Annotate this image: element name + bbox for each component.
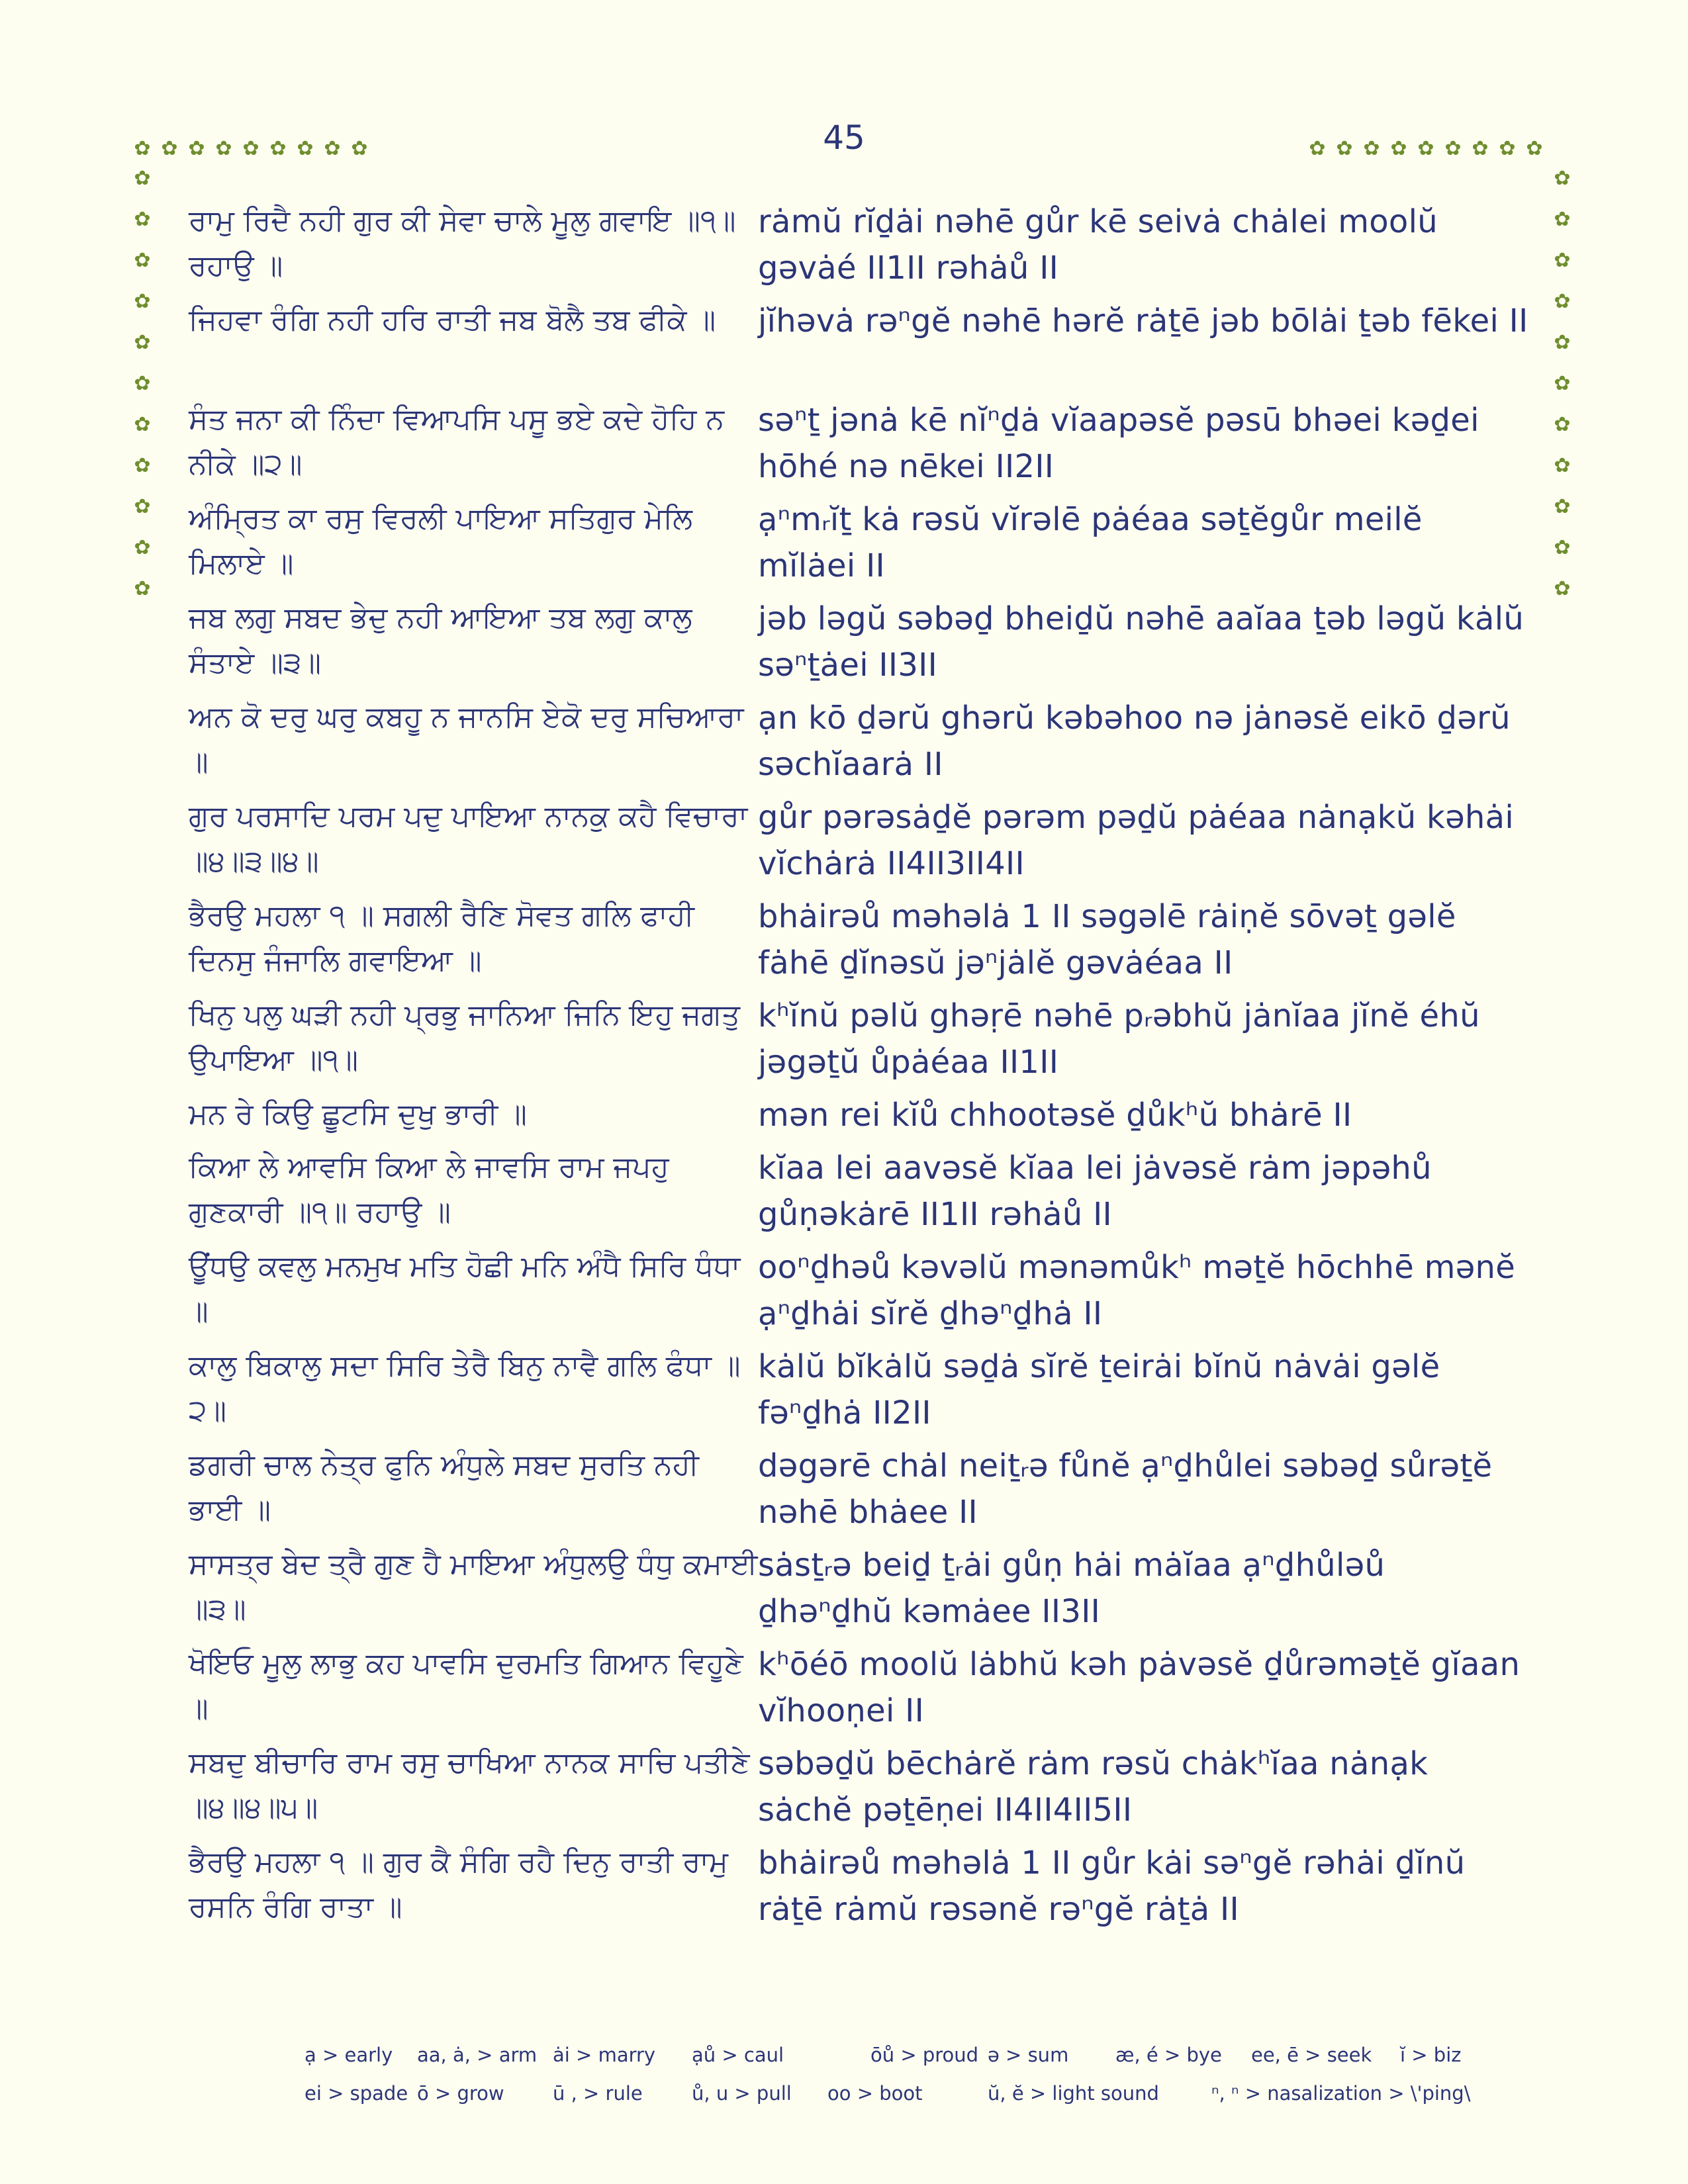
legend-item: ạů > caul — [692, 2044, 784, 2066]
legend-item: ⁿ, ⁿ > nasalization > \'ping\ — [1211, 2082, 1471, 2105]
legend-item: ȧi > marry — [553, 2044, 656, 2066]
gurmukhi-text: ਗੁਰ ਪਰਸਾਦਿ ਪਰਮ ਪਦੁ ਪਾਇਆ ਨਾਨਕੁ ਕਹੈ ਵਿਚਾਰਾ ॥੪॥੩॥੪॥ — [189, 799, 748, 878]
flower-ornament-icon: ✿ — [1554, 577, 1571, 600]
flower-ornament-icon: ✿ — [188, 137, 205, 160]
flower-ornament-icon: ✿ — [269, 137, 287, 160]
gurmukhi-text: ਕਾਲੁ ਬਿਕਾਲੁ ਸਦਾ ਸਿਰਿ ਤੇਰੈ ਬਿਨੁ ਨਾਵੈ ਗਲਿ ਫੰਧਾ ॥੨॥ — [189, 1349, 741, 1428]
verse-row — [189, 1092, 1529, 1145]
gurmukhi-text: ਸਬਦੁ ਬੀਚਾਰਿ ਰਾਮ ਰਸੁ ਚਾਖਿਆ ਨਾਨਕ ਸਾਚਿ ਪਤੀਣੇ ॥੪॥੪॥੫॥ — [189, 1746, 750, 1825]
transliteration-text: sȧsṯᵣə beiḏ ṯᵣȧi gůṇ hȧi mȧĭaa ạⁿḏhůləů ḏhəⁿḏhŭ kəmȧee II3II — [758, 1547, 1385, 1630]
flower-ornament-icon: ✿ — [134, 536, 151, 559]
gurmukhi-text: ਮਨ ਰੇ ਕਿਉ ਛੂਟਸਿ ਦੁਖੁ ਭਾਰੀ ॥ — [189, 1097, 527, 1131]
transliteration-text: gůr pərəsȧḏĕ pərəm pəḏŭ pȧéaa nȧnạkŭ kəhȧi vĭchȧrȧ II4II3II4II — [758, 799, 1515, 882]
flower-ornament-icon: ✿ — [1554, 454, 1571, 477]
verse-row — [189, 1443, 1529, 1542]
flower-ornament-icon: ✿ — [134, 577, 151, 600]
flower-ornament-icon: ✿ — [1363, 137, 1380, 160]
transliteration-text: ooⁿḏhəů kəvəlŭ mənəmůkʰ məṯĕ hōchhē mənĕ ạⁿḏhȧi sĭrĕ ḏhəⁿḏhȧ II — [758, 1249, 1516, 1332]
flower-ornament-icon: ✿ — [1554, 536, 1571, 559]
flower-ornament-icon: ✿ — [1554, 249, 1571, 272]
verse-table — [189, 199, 1529, 1939]
verse-row — [189, 1641, 1529, 1741]
gurmukhi-text: ਅਨ ਕੋ ਦਰੁ ਘਰੁ ਕਬਹੂ ਨ ਜਾਨਸਿ ਏਕੋ ਦਰੁ ਸਚਿਆਰਾ ॥ — [189, 700, 744, 779]
verse-row — [189, 397, 1529, 496]
flower-ornament-icon: ✿ — [134, 290, 151, 313]
flower-ornament-icon: ✿ — [134, 454, 151, 477]
verse-row — [189, 1840, 1529, 1939]
transliteration-text: mən rei kĭů chhootəsĕ ḏůkʰŭ bhȧrē II — [758, 1097, 1352, 1134]
legend-item: oo > boot — [827, 2082, 923, 2105]
gurmukhi-text: ਰਾਮੁ ਰਿਦੈ ਨਹੀ ਗੁਰ ਕੀ ਸੇਵਾ ਚਾਲੇ ਮੂਲੁ ਗਵਾਇ ॥੧॥ ਰਹਾਉ ॥ — [189, 204, 736, 283]
page-number: 45 — [823, 118, 865, 157]
transliteration-text: bhȧirəů məhəlȧ 1 II gůr kȧi səⁿgĕ rəhȧi ḏĭnŭ rȧṯē rȧmŭ rəsənĕ rəⁿgĕ rȧṯȧ II — [758, 1844, 1466, 1928]
flower-ornament-icon: ✿ — [242, 137, 259, 160]
flower-ornament-icon: ✿ — [1554, 208, 1571, 231]
transliteration-text: kĭaa lei aavəsĕ kĭaa lei jȧvəsĕ rȧm jəpəhů gůṇəkȧrē II1II rəhȧů II — [758, 1150, 1432, 1233]
flower-ornament-icon: ✿ — [134, 331, 151, 354]
verse-row — [189, 893, 1529, 993]
legend-item: ĭ > biz — [1400, 2044, 1462, 2066]
transliteration-text: dəgərē chȧl neiṯᵣə fůnĕ ạⁿḏhůlei səbəḏ sůrəṯĕ nəhē bhȧee II — [758, 1447, 1493, 1531]
transliteration-text: kȧlŭ bĭkȧlŭ səḏȧ sĭrĕ ṯeirȧi bĭnŭ nȧvȧi gəlĕ fəⁿḏhȧ II2II — [758, 1348, 1440, 1432]
flower-ornament-icon: ✿ — [1336, 137, 1353, 160]
verse-row — [189, 1343, 1529, 1443]
gurmukhi-text: ਜਿਹਵਾ ਰੰਗਿ ਨਹੀ ਹਰਿ ਰਾਤੀ ਜਬ ਬੋਲੈ ਤਬ ਫੀਕੇ ॥ — [189, 303, 716, 337]
flower-ornament-icon: ✿ — [1526, 137, 1543, 160]
verse-row — [189, 298, 1529, 397]
legend-item: ei > spade — [305, 2082, 408, 2105]
flower-ornament-icon: ✿ — [134, 495, 151, 518]
gurmukhi-text: ਊਂਧਉ ਕਵਲੁ ਮਨਮੁਖ ਮਤਿ ਹੋਛੀ ਮਨਿ ਅੰਧੈ ਸਿਰਿ ਧੰਧਾ ॥ — [189, 1250, 741, 1328]
flower-ornament-icon: ✿ — [161, 137, 178, 160]
flower-ornament-icon: ✿ — [134, 167, 151, 190]
flower-ornament-icon: ✿ — [1309, 137, 1326, 160]
legend-item: ōů > proud — [870, 2044, 979, 2066]
flower-ornament-icon: ✿ — [1417, 137, 1434, 160]
transliteration-text: jəb ləgŭ səbəḏ bheiḏŭ nəhē aaĭaa ṯəb ləgŭ kȧlŭ səⁿṯȧei II3II — [758, 600, 1524, 684]
flower-ornament-icon: ✿ — [1499, 137, 1516, 160]
flower-ornament-icon: ✿ — [134, 208, 151, 231]
gurmukhi-text: ਸੰਤ ਜਨਾ ਕੀ ਨਿੰਦਾ ਵਿਆਪਸਿ ਪਸੂ ਭਏ ਕਦੇ ਹੋਹਿ ਨ ਨੀਕੇ ॥੨॥ — [189, 402, 724, 481]
transliteration-text: jĭhəvȧ rəⁿgĕ nəhē hərĕ rȧṯē jəb bōlȧi ṯəb fēkei II — [758, 302, 1528, 340]
flower-ornament-icon: ✿ — [1390, 137, 1407, 160]
verse-row — [189, 1542, 1529, 1641]
transliteration-text: səbəḏŭ bēchȧrĕ rȧm rəsŭ chȧkʰĭaa nȧnạk sȧchĕ pəṯēṇei II4II4II5II — [758, 1745, 1429, 1829]
flower-ornament-icon: ✿ — [1554, 495, 1571, 518]
verse-row — [189, 596, 1529, 695]
gurmukhi-text: ਸਾਸਤ੍ਰ ਬੇਦ ਤ੍ਰੈ ਗੁਣ ਹੈ ਮਾਇਆ ਅੰਧੁਲਉ ਧੰਧੁ ਕਮਾਈ ॥੩॥ — [189, 1547, 758, 1626]
transliteration-text: rȧmŭ rĭḏȧi nəhē gůr kē seivȧ chȧlei moolŭ gəvȧé II1II rəhȧů II — [758, 203, 1438, 287]
legend-item: æ, é > bye — [1115, 2044, 1222, 2066]
flower-ornament-icon: ✿ — [134, 137, 151, 160]
transliteration-text: səⁿṯ jənȧ kē nĭⁿḏȧ vĭaapəsĕ pəsū bhəei kəḏei hōhé nə nēkei II2II — [758, 402, 1479, 485]
verse-row — [189, 794, 1529, 893]
gurmukhi-text: ਖੋਇਓ ਮੂਲੁ ਲਾਭੁ ਕਹ ਪਾਵਸਿ ਦੁਰਮਤਿ ਗਿਆਨ ਵਿਹੂਣੇ ॥ — [189, 1647, 743, 1725]
verse-row — [189, 1741, 1529, 1840]
flower-ornament-icon: ✿ — [1554, 372, 1571, 395]
verse-row — [189, 1244, 1529, 1343]
transliteration-text: kʰōéō moolŭ lȧbhŭ kəh pȧvəsĕ ḏůrəməṯĕ gĭaan vĭhooṇei II — [758, 1646, 1521, 1729]
transliteration-text: ạn kō ḏərŭ ghərŭ kəbəhoo nə jȧnəsĕ eikō ḏərŭ səchĭaarȧ II — [758, 700, 1511, 783]
legend-item: aa, ȧ, > arm — [417, 2044, 538, 2066]
legend-item: ŭ, ĕ > light sound — [988, 2082, 1159, 2105]
legend-item: ạ > early — [305, 2044, 393, 2066]
flower-ornament-icon: ✿ — [1554, 413, 1571, 436]
legend-item: ū , > rule — [553, 2082, 643, 2105]
gurmukhi-text: ਡਗਰੀ ਚਾਲ ਨੇਤ੍ਰ ਫੁਨਿ ਅੰਧੁਲੇ ਸਬਦ ਸੁਰਤਿ ਨਹੀ ਭਾਈ ॥ — [189, 1448, 699, 1527]
verse-row — [189, 496, 1529, 596]
verse-row — [189, 199, 1529, 298]
flower-ornament-icon: ✿ — [351, 137, 368, 160]
gurmukhi-text: ਜਬ ਲਗੁ ਸਬਦ ਭੇਦੁ ਨਹੀ ਆਇਆ ਤਬ ਲਗੁ ਕਾਲੁ ਸੰਤਾਏ ॥੩॥ — [189, 601, 692, 680]
gurmukhi-text: ਕਿਆ ਲੇ ਆਵਸਿ ਕਿਆ ਲੇ ਜਾਵਸਿ ਰਾਮ ਜਪਹੁ ਗੁਣਕਾਰੀ ॥੧॥ ਰਹਾਉ ॥ — [189, 1150, 669, 1229]
verse-row — [189, 993, 1529, 1092]
transliteration-text: ạⁿmᵣĭṯ kȧ rəsŭ vĭrəlē pȧéaa səṯĕgůr meilĕ mĭlȧei II — [758, 501, 1423, 584]
flower-ornament-icon: ✿ — [324, 137, 341, 160]
flower-ornament-icon: ✿ — [1554, 290, 1571, 313]
gurmukhi-text: ਖਿਨੁ ਪਲੁ ਘੜੀ ਨਹੀ ਪ੍ਰਭੁ ਜਾਨਿਆ ਜਿਨਿ ਇਹੁ ਜਗਤੁ ਉਪਾਇਆ ॥੧॥ — [189, 998, 740, 1077]
flower-ornament-icon: ✿ — [215, 137, 232, 160]
flower-ornament-icon: ✿ — [1472, 137, 1489, 160]
legend-item: ə > sum — [988, 2044, 1069, 2066]
gurmukhi-text: ਅੰਮ੍ਰਿਤ ਕਾ ਰਸੁ ਵਿਰਲੀ ਪਾਇਆ ਸਤਿਗੁਰ ਮੇਲਿ ਮਿਲਾਏ ॥ — [189, 502, 692, 580]
flower-ornament-icon: ✿ — [1444, 137, 1462, 160]
legend-item: ů, u > pull — [692, 2082, 792, 2105]
legend-item: ee, ē > seek — [1251, 2044, 1372, 2066]
flower-ornament-icon: ✿ — [1554, 167, 1571, 190]
gurmukhi-text: ਭੈਰਉ ਮਹਲਾ ੧ ॥ ਗੁਰ ਕੈ ਸੰਗਿ ਰਹੈ ਦਿਨੁ ਰਾਤੀ ਰਾਮੁ ਰਸਨਿ ਰੰਗਿ ਰਾਤਾ ॥ — [189, 1845, 728, 1924]
flower-ornament-icon: ✿ — [297, 137, 314, 160]
verse-row — [189, 1145, 1529, 1244]
flower-ornament-icon: ✿ — [134, 413, 151, 436]
flower-ornament-icon: ✿ — [134, 372, 151, 395]
gurmukhi-text: ਭੈਰਉ ਮਹਲਾ ੧ ॥ ਸਗਲੀ ਰੈਣਿ ਸੋਵਤ ਗਲਿ ਫਾਹੀ ਦਿਨਸੁ ਜੰਜਾਲਿ ਗਵਾਇਆ ॥ — [189, 899, 694, 978]
transliteration-text: kʰĭnŭ pəlŭ ghəṛē nəhē pᵣəbhŭ jȧnĭaa jĭnĕ éhŭ jəgəṯŭ ůpȧéaa II1II — [758, 997, 1480, 1081]
transliteration-text: bhȧirəů məhəlȧ 1 II səgəlē rȧiṇĕ sōvəṯ gəlĕ fȧhē ḏĭnəsŭ jəⁿjȧlĕ gəvȧéaa II — [758, 898, 1456, 981]
legend-item: ō > grow — [417, 2082, 504, 2105]
verse-row — [189, 695, 1529, 794]
flower-ornament-icon: ✿ — [134, 249, 151, 272]
flower-ornament-icon: ✿ — [1554, 331, 1571, 354]
